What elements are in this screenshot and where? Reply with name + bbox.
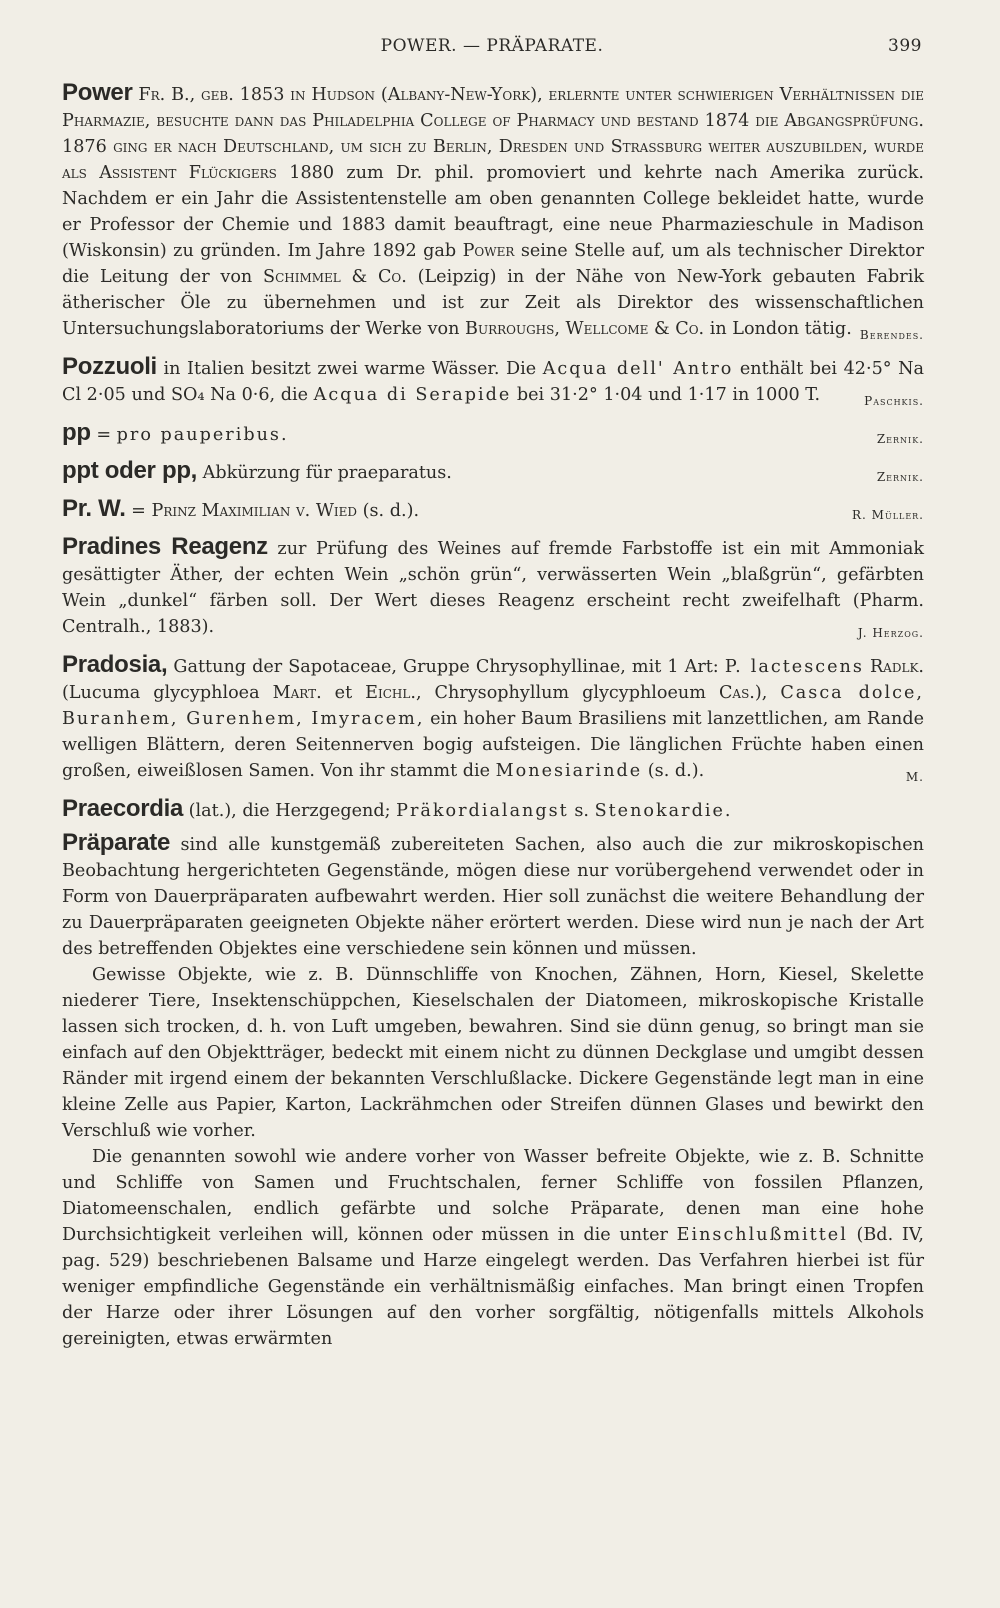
name-smallcaps: Burroughs, Wellcome & Co. [465,319,705,339]
entry-text: bei 31·2° 1·04 und 1·17 in 1000 T. [511,385,821,405]
entry-text: ein hoher Baum Brasiliens mit lanzettlichen, am Rande welligen Blättern, deren Seitennerven bogig aufsteigen. Die länglichen Früchte haben einen großen, eiweißlosen Samen. Von ihr stammt die [62,709,924,781]
paragraph [62,830,924,962]
name-smallcaps: Prinz Maximilian v. Wied [151,501,358,521]
entry-text: (s. d.). [357,501,420,521]
page-body [62,80,924,1352]
author-signature: R. Müller. [852,508,924,522]
entry-ppt [62,458,924,490]
name-smallcaps: Eichl. [365,683,416,703]
entry-text: (Leipzig) in der Nähe von New-York gebauten Fabrik ätherischer Öle zu übernehmen und ist zur Zeit als Direktor des wissenschaftlichen Untersuchungslaboratoriums der Werke von [62,267,924,339]
page-number: 399 [888,36,922,56]
author-signature: Paschkis. [864,394,924,408]
lemma: Praecordia [62,795,184,822]
author-signature: Zernik. [876,470,924,484]
author-signature: J. Herzog. [857,626,924,640]
author-signature: M. [905,770,924,784]
entry-text: (Bd. IV, pag. 529) beschriebenen Balsame und Harze eingelegt werden. Das Verfahren hierbei ist für weniger empfindliche Gegenstände ein verhältnismäßig einfaches. Man bringt einen Tropfen der Harze oder ihrer Lösungen auf den vorher sorgfältig, nötigenfalls mittels Alkohols gereinigten, etwas erwärmten [62,1225,924,1349]
author-signature: Zernik. [876,432,924,446]
entry-text: seine Stelle auf, um als technischer Direktor die Leitung der von [62,241,924,287]
entry-text: zur Prüfung des Weines auf fremde Farbstoffe ist ein mit Ammoniak gesättigter Äther, der echten Wein „schön grün“, verwässerten Wein „blaßgrün“, gefärbten Wein „dunkel“ färben soll. Der Wert dieses Reagenz erscheint recht zweifelhaft (Pharm. Centralh., 1883). [62,539,924,637]
name-smallcaps: Schimmel & Co. [263,267,407,287]
lemma: ppt oder pp, [62,457,198,484]
entry-pozzuoli [62,354,924,414]
entry-pr-w [62,496,924,528]
name-smallcaps: Radlk. [869,657,924,677]
entry-text: Gattung der Sapotaceae, Gruppe Chrysophyllinae, mit 1 Art: [167,657,725,677]
name-smallcaps: Power [462,241,515,261]
entry-text: = [125,501,152,521]
entry-text: 1880 zum Dr. phil. promoviert und kehrte nach Amerika zurück. Nachdem er ein Jahr die Assistentenstelle am oben genannten College bekleidet hatte, wurde er Professor der Chemie und 1883 damit beauftragt, eine neue Pharmazieschule in Madison (Wiskonsin) zu gründen. Im Jahre 1892 gab [62,163,924,261]
entry-text: = [90,425,117,445]
spaced-term: Monesiarinde [495,761,643,781]
lemma: Pozzuoli [62,353,157,380]
paragraph [62,1144,924,1352]
entry-text: enthält bei 42·5° Na Cl 2·05 und SO₄ Na 0·6, die [62,359,925,405]
entry-pp [62,420,924,452]
spaced-term: P. lactescens [724,657,864,677]
lemma: Power [62,79,133,106]
entry-text: (Lucuma glycyphloea [62,683,273,703]
lemma: Pr. W. [62,495,126,522]
entry-text: sind alle kunstgemäß zubereiteten Sachen, also auch die zur mikroskopischen Beobachtung hergerichteten Gegenstände, mögen diese nur vorübergehend verwendet oder in Form von Dauerpräparaten aufbewahrt werden. Hier soll zunächst die weitere Behandlung der zu Dauerpräparaten geeigneten Objekte näher erörtert werden. Diese wird nun je nach der Art des betreffenden Objektes eine verschiedene sein können und müssen. [62,835,924,959]
spaced-term: Acqua di Serapide [313,385,512,405]
entry-text: Abkürzung für praeparatus. [197,463,452,483]
entry-text: (lat.), die Herzgegend; [183,801,397,821]
name-smallcaps: Flückigers [188,163,277,183]
name-smallcaps: Cas. [718,683,755,703]
entry-text: in Italien besitzt zwei warme Wässer. Die [156,359,543,379]
entry-text: et [321,683,366,703]
spaced-term: Casca dolce, Buranhem, Gurenhem, Imyracem, [62,683,924,729]
entry-pradosia [62,652,924,790]
lemma: Pradosia, [62,651,168,678]
entry-text: Die genannten sowohl wie andere vorher von Wasser befreite Objekte, wie z. B. Schnitte und Schliffe von Samen und Fruchtschalen, ferner Schliffe von fossilen Pflanzen, Diatomeenschalen, endlich gefärbte und solche Präparate, denen man eine hohe Durchsichtigkeit verleihen will, können oder müssen in die unter [62,1147,924,1245]
spaced-term: Stenokardie. [594,801,733,821]
entry-praeparate [62,830,924,1352]
spaced-term: Einschlußmittel [676,1225,848,1245]
entry-power [62,80,924,348]
entry-text: in London tätig. [704,319,852,339]
spaced-term: Acqua dell' Antro [542,359,734,379]
spaced-term: pro pauperibus. [116,425,289,445]
entry-text: Fr. B., geb. 1853 in Hudson (Albany-New-York), erlernte unter schwierigen Verhältnissen die Pharmazie, besuchte dann das Philadelphia College of Pharmacy und bestand 1874 die Abgangsprüfung. 1876 ging er nach Deutschland, um sich zu Berlin, Dresden und Straßburg weiter auszubilden, wurde als Assistent [62,85,924,183]
entry-pradines-reagenz [62,534,924,646]
running-title: POWER. — PRÄPARATE. [380,36,604,56]
entry-text: (s. d.). [642,761,705,781]
paragraph: Gewisse Objekte, wie z. B. Dünnschliffe von Knochen, Zähnen, Horn, Kiesel, Skelette niederer Tiere, Insektenschüppchen, Kieselschalen der Diatomeen, mikroskopische Kristalle lassen sich trocken, d. h. von Luft umgeben, bewahren. Sind sie dünn genug, so bringt man sie einfach auf den Objektträger, bedeckt mit einem nicht zu dünnen Deckglase und umgibt dessen Ränder mit irgend einem der bekannten Verschlußlacke. Dickere Gegenstände legt man in eine kleine Zelle aus Papier, Karton, Lackrähmchen oder Streifen dünnen Glases und bewirkt den Verschluß wie vorher. [62,965,924,1141]
entry-text: s. [568,801,595,821]
spaced-term: Präkordialangst [396,801,569,821]
name-smallcaps: Mart. [272,683,322,703]
entry-text: ), [754,683,781,703]
lemma: pp [62,419,91,446]
entry-text: , Chrysophyllum glycyphloeum [415,683,719,703]
lemma: Präparate [62,829,171,856]
entry-praecordia [62,796,924,824]
author-signature: Berendes. [859,328,924,342]
lemma: Pradines Reagenz [62,533,268,560]
